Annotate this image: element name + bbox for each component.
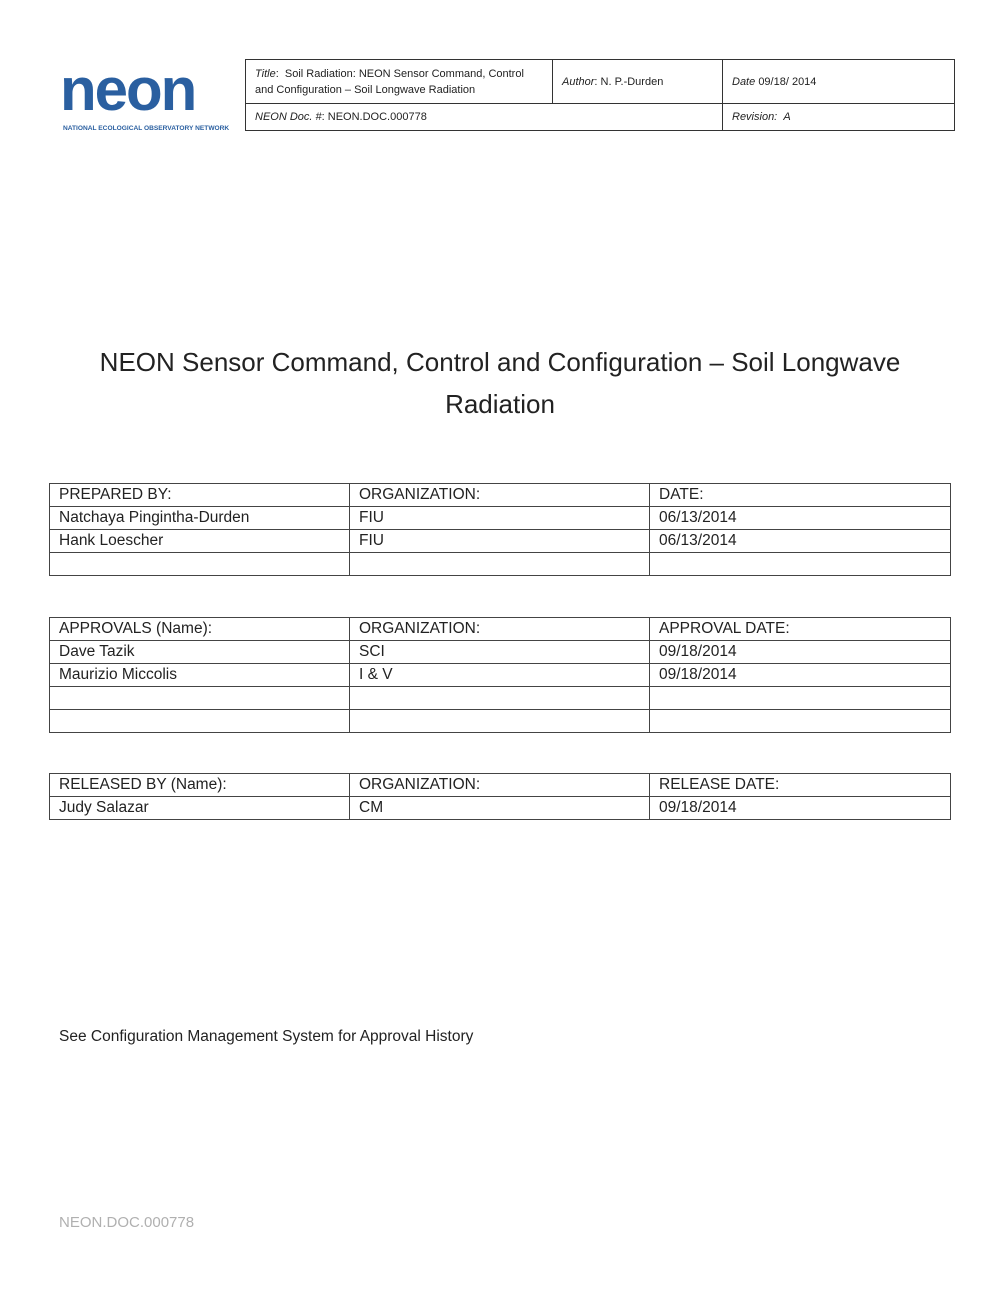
table-cell: 09/18/2014: [650, 797, 951, 820]
table-cell: [50, 687, 350, 710]
table-row: [50, 553, 951, 576]
table-header-cell: PREPARED BY:: [50, 484, 350, 507]
table-cell: CM: [350, 797, 650, 820]
table-cell: 06/13/2014: [650, 530, 951, 553]
header-title-cell: Title: Soil Radiation: NEON Sensor Command, Control and Configuration – Soil Longwave Radiation: [246, 60, 553, 104]
header-revision-cell: [723, 104, 955, 131]
header-date-label: Date: [732, 75, 756, 88]
header-author-value: N. P.-Durden: [600, 75, 664, 88]
table-header-cell: APPROVALS (Name):: [50, 618, 350, 641]
table-cell: [650, 710, 951, 733]
table-cell: Dave Tazik: [50, 641, 350, 664]
table-row: [50, 687, 951, 710]
table-header-row: [50, 618, 951, 641]
table-row: [50, 530, 951, 553]
header-doc-cell: NEON Doc. #: NEON.DOC.000778: [246, 104, 723, 131]
prepared-by-table: [49, 483, 951, 576]
neon-logo-graphic: [58, 58, 238, 134]
table-header-cell: ORGANIZATION:: [350, 484, 650, 507]
table-header-cell: DATE:: [650, 484, 951, 507]
table-header-row: [50, 484, 951, 507]
table-cell: FIU: [350, 530, 650, 553]
table-cell: [350, 553, 650, 576]
released-by-table: [49, 773, 951, 820]
table-cell: [350, 687, 650, 710]
table-header-cell: RELEASE DATE:: [650, 774, 951, 797]
table-cell: 09/18/2014: [650, 641, 951, 664]
table-cell: SCI: [350, 641, 650, 664]
table-cell: I & V: [350, 664, 650, 687]
document-title: NEON Sensor Command, Control and Configuration – Soil Longwave Radiation: [99, 347, 901, 419]
table-header-cell: RELEASED BY (Name):: [50, 774, 350, 797]
table-header-row: [50, 774, 951, 797]
table-cell: 06/13/2014: [650, 507, 951, 530]
approvals-table: [49, 617, 951, 733]
document-header: [245, 59, 955, 131]
approval-history-note: See Configuration Management System for Approval History: [59, 1028, 474, 1045]
table-cell: [50, 553, 350, 576]
table-cell: Judy Salazar: [50, 797, 350, 820]
header-doc-value: NEON.DOC.000778: [327, 111, 427, 124]
table-header-cell: ORGANIZATION:: [350, 618, 650, 641]
table-cell: Natchaya Pingintha-Durden: [50, 507, 350, 530]
logo-tagline: NATIONAL ECOLOGICAL OBSERVATORY NETWORK: [63, 125, 230, 132]
table-header-cell: ORGANIZATION:: [350, 774, 650, 797]
table-row: [50, 507, 951, 530]
table-cell: FIU: [350, 507, 650, 530]
header-author-cell: Author: N. P.-Durden: [553, 60, 723, 104]
header-revision-label: Revision:: [732, 111, 778, 124]
header-title-label: Title: [255, 67, 276, 80]
table-cell: [50, 710, 350, 733]
header-title-value: Soil Radiation: NEON Sensor Command, Control and Configuration – Soil Longwave Radiation: [255, 67, 524, 96]
header-date-cell: [723, 60, 955, 104]
table-cell: [350, 710, 650, 733]
header-author-label: Author: [562, 75, 595, 88]
table-cell: Hank Loescher: [50, 530, 350, 553]
neon-logo: [58, 58, 238, 134]
table-row: [50, 641, 951, 664]
table-cell: [650, 687, 951, 710]
table-row: [50, 710, 951, 733]
header-date-value: 09/18/ 2014: [758, 75, 817, 88]
header-revision-value: A: [783, 111, 791, 124]
table-row: [50, 797, 951, 820]
table-cell: Maurizio Miccolis: [50, 664, 350, 687]
table-header-cell: APPROVAL DATE:: [650, 618, 951, 641]
footer-doc-number: NEON.DOC.000778: [59, 1214, 195, 1231]
table-cell: [650, 553, 951, 576]
logo-wordmark: neon: [60, 58, 196, 123]
table-cell: 09/18/2014: [650, 664, 951, 687]
header-doc-label: NEON Doc. #: [255, 111, 322, 124]
table-row: [50, 664, 951, 687]
